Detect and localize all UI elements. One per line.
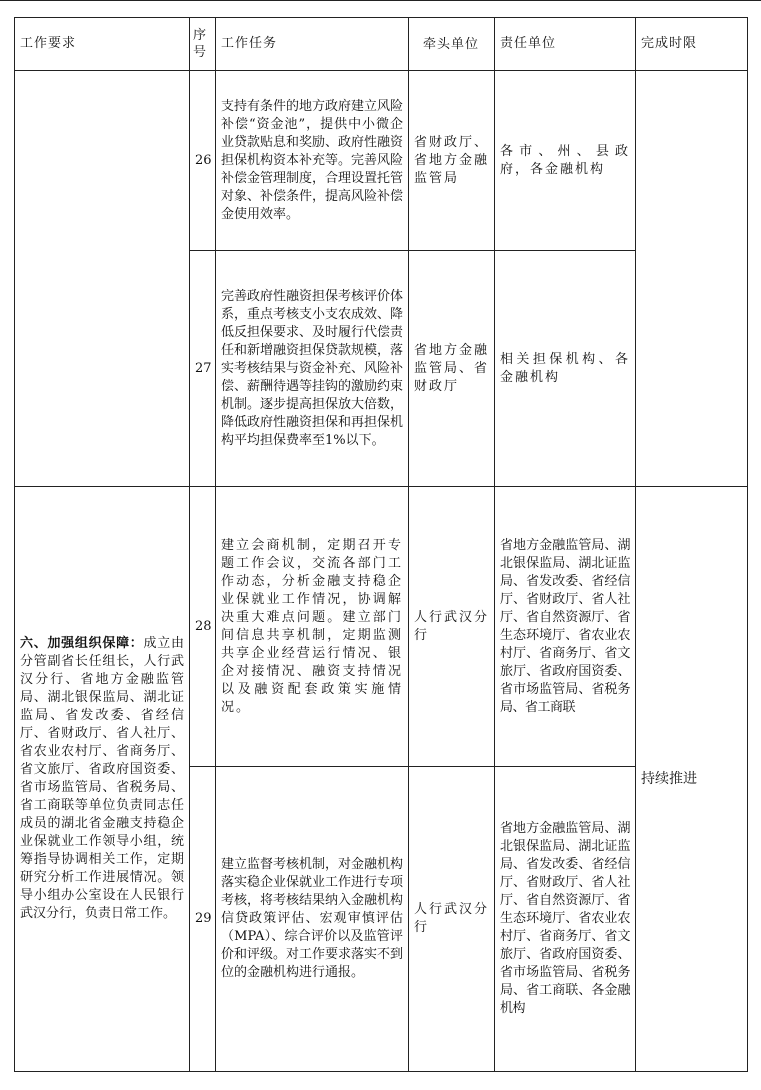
section6-title: 六、加强组织保障： bbox=[20, 636, 144, 651]
section6-body: 成立由分管副省长任组长，人行武汉分行、省地方金融监管局、湖北银保监局、湖北证监局、省发改委、省经信厅、省财政厅、省人社厅、省农业农村厅、省商务厅、省文旅厅、省政府国资委、省市场监管局、省税务局、省工商联等单位负责同志任成员的湖北省金融支持稳企业保就业工作领导小组，统筹指导协调相关工作，定期研究分析工作进展情况。领导小组办公室设在人民银行武汉分行，负责日常工作。 bbox=[20, 636, 184, 921]
header-row bbox=[15, 18, 748, 71]
row-task: 建立会商机制，定期召开专题工作会议，交流各部门工作动态，分析金融支持稳企业保就业工作情况，协调解决重大难点问题。建立部门间信息共享机制，定期监测共享企业经营运行情况、银企对接情况、融资支持情况以及融资配套政策实施情况。 bbox=[216, 487, 409, 767]
row-seq: 26 bbox=[190, 71, 216, 251]
header-requirement: 工作要求 bbox=[15, 18, 190, 71]
row-resp: 相关担保机构、各金融机构 bbox=[495, 251, 636, 487]
deadline-cell-empty bbox=[636, 71, 748, 487]
row-task: 完善政府性融资担保考核评价体系，重点考核支小支农成效、降低反担保要求、及时履行代偿责任和新增融资担保贷款规模，落实考核结果与资金补充、风险补偿、薪酬待遇等挂钩的激励约束机制。逐步提高担保放大倍数，降低政府性融资担保和再担保机构平均担保费率至1%以下。 bbox=[216, 251, 409, 487]
header-deadline: 完成时限 bbox=[636, 18, 748, 71]
row-resp: 各市、州、县政府，各金融机构 bbox=[495, 71, 636, 251]
header-resp: 责任单位 bbox=[495, 18, 636, 71]
header-lead: 牵头单位 bbox=[409, 18, 495, 71]
table-row bbox=[15, 71, 748, 251]
row-task: 建立监督考核机制，对金融机构落实稳企业保就业工作进行专项考核，将考核结果纳入金融机构信贷政策评估、宏观审慎评估（MPA）、综合评价以及监管评价和评级。对工作要求落实不到位的金融机构进行通报。 bbox=[216, 767, 409, 1072]
top-rule bbox=[0, 0, 761, 1]
row-lead: 人行武汉分行 bbox=[409, 767, 495, 1072]
header-task: 工作任务 bbox=[216, 18, 409, 71]
requirement-cell-empty bbox=[15, 71, 190, 487]
row-resp: 省地方金融监管局、湖北银保监局、湖北证监局、省发改委、省经信厅、省财政厅、省人社厅、省自然资源厅、省生态环境厅、省农业农村厅、省商务厅、省文旅厅、省政府国资委、省市场监管局、省税务局、省工商联 bbox=[495, 487, 636, 767]
task-table bbox=[14, 17, 748, 1072]
table-row bbox=[15, 487, 748, 767]
row-lead: 人行武汉分行 bbox=[409, 487, 495, 767]
header-seq: 序号 bbox=[190, 18, 216, 71]
row-lead: 省地方金融监管局、省财政厅 bbox=[409, 251, 495, 487]
row-seq: 28 bbox=[190, 487, 216, 767]
row-resp: 省地方金融监管局、湖北银保监局、湖北证监局、省发改委、省经信厅、省财政厅、省人社厅、省自然资源厅、省生态环境厅、省农业农村厅、省商务厅、省文旅厅、省政府国资委、省市场监管局、省税务局、省工商联、各金融机构 bbox=[495, 767, 636, 1072]
row-lead: 省财政厅、省地方金融监管局 bbox=[409, 71, 495, 251]
section6-cell bbox=[15, 487, 190, 1072]
row-seq: 29 bbox=[190, 767, 216, 1072]
row-task: 支持有条件的地方政府建立风险补偿“资金池”，提供中小微企业贷款贴息和奖励、政府性融资担保机构资本补充等。完善风险补偿金管理制度，合理设置托管对象、补偿条件，提高风险补偿金使用效率。 bbox=[216, 71, 409, 251]
deadline-value: 持续推进 bbox=[636, 487, 748, 1072]
row-seq: 27 bbox=[190, 251, 216, 487]
